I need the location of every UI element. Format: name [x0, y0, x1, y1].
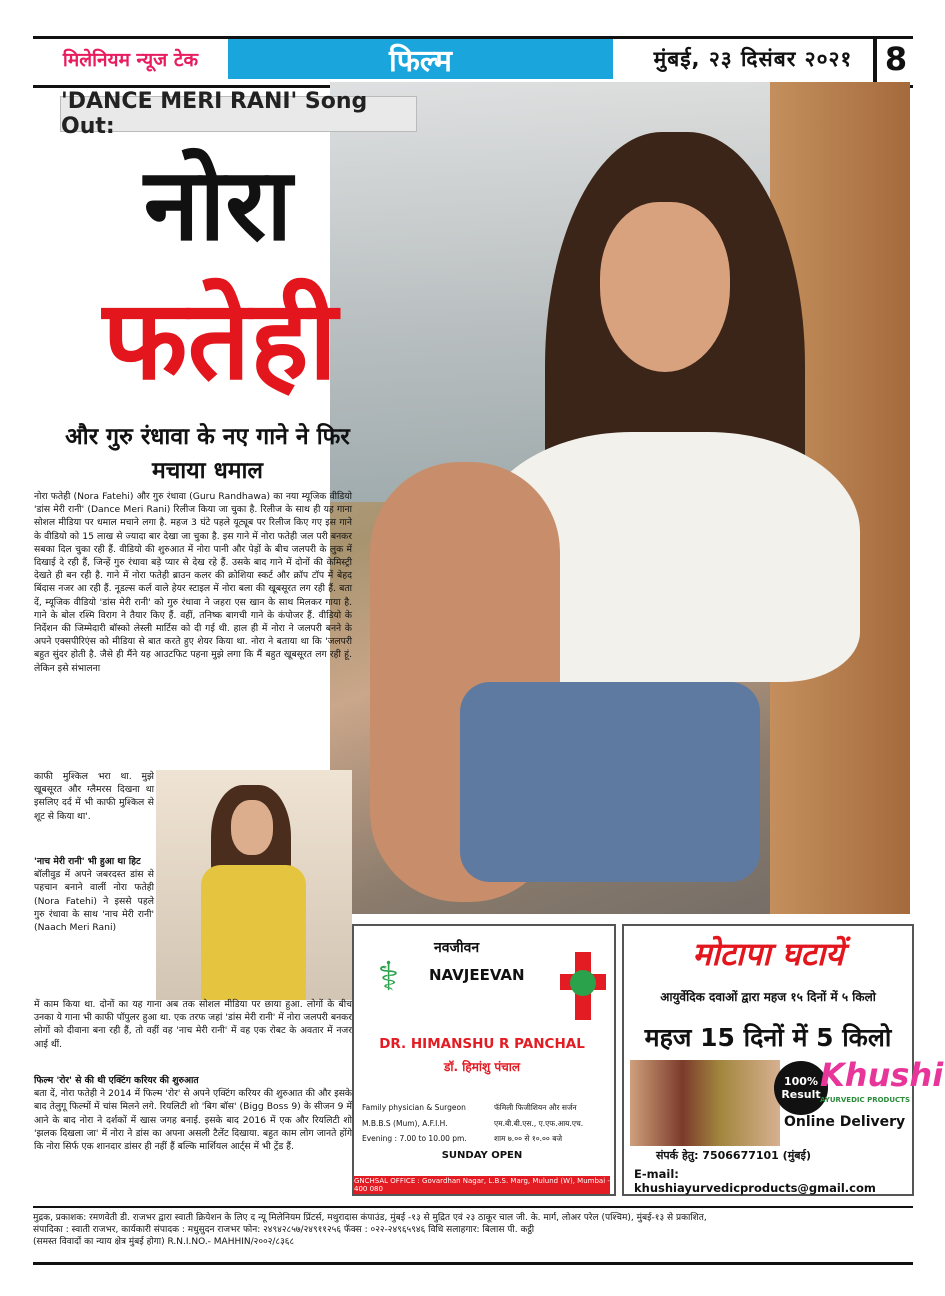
article-paragraph: बता दें, नोरा फतेही ने 2014 में फिल्म 'रोर' से अपने एक्टिंग करियर की शुरुआत की और इसके बाद तेलुगू फिल्मों में चांस मिलने लगे. रियलिटी शो 'बिग बॉस' (Bigg Boss 9) के सीजन 9 में आने के बाद नोरा ने दर्शकों में खास जगह बनाई. इसके बाद 2016 में एक और रियलिटी शो 'झलक दिखला जा' में नोरा ने डांस का अपना असली टैलेंट दिखाया. बहुत काम लोग जानते होंगे कि नोरा सिर्फ एक शानदार डांसर ही नहीं हैं बल्कि मार्शियल आर्ट्स में भी ट्रेंड हैं. [34, 1088, 352, 1153]
clinic-detail: शाम ७.०० से १०.०० बजे [494, 1134, 563, 1143]
section-title: फिल्म [228, 39, 613, 79]
clinic-detail: Evening : 7.00 to 10.00 pm. [362, 1134, 467, 1143]
ad-line: आयुर्वेदिक दवाओं द्वारा महज १५ दिनों में ५ किलो [660, 990, 876, 1004]
masthead [33, 36, 913, 88]
clinic-detail: Family physician & Surgeon [362, 1103, 466, 1112]
main-photo [330, 82, 910, 914]
clinic-sunday: SUNDAY OPEN [441, 1150, 523, 1161]
clinic-advertisement [352, 924, 616, 1196]
caduceus-icon: ⚕ [377, 954, 400, 1000]
article-paragraph: काफी मुश्किल भरा था. मुझे खूबसूरत और ग्लैमरस दिखना था इसलिए दर्द में भी काफी मुश्किल से शूट से किया था'. [34, 771, 154, 822]
article-paragraph: नोरा फतेही (Nora Fatehi) और गुरु रंधावा (Guru Randhawa) का नया म्यूजिक वीडियो 'डांस मेरी रानी' (Dance Meri Rani) रिलीज किया जा चुका है. रिलीज के साथ ही यह गाना सोशल मीडिया पर धमाल मचाने लगा है. महज 3 घंटे पहले यूट्यूब पर रिलीज किए गए इस गाने के वीडियो को 15 लाख से ज्यादा बार देखा जा चुका है. इस गाने में नोरा फतेही जल परी बनकर सबका दिल चुका रही हैं. वीडियो की शुरुआत में नोरा पानी और पेड़ों के बीच जलपरी के लुक में दिखाई दे रही हैं, जिन्हें गुरु रंधावा बड़े प्यार से देख रहे हैं. उसके बाद गाने में दोनों की केमिस्ट्री देखते ही बन रही है. गाने में नोरा फतेही ब्राउन कलर की क्रोशिया स्कर्ट और क्रॉप टॉप में बेहद बिंदास नजर आ रही हैं. नूडल्स कर्ल वाले हेयर स्टाइल में नोरा बला की खूबसूरत लग रही हैं. बता दें, म्यूजिक वीडियो 'डांस मेरी रानी' को गुरु रंधावा ने जहरा एस खान के साथ मिलकर गाया है. गाने के बोल रश्मि विराग ने तैयार किए हैं. वहीं, तनिष्क बागची गाने के कंपोजर हैं. वीडियो के निर्देशन की जिम्मेदारी बॉस्को लेस्ली मार्टिस को दी गई थी. हाल ही में नोरा ने जलपरी बनने के अपने एक्सपीरिएंस को मीडिया से बात करते हुए शेयर किया था. नोरा ने बताया था कि 'जलपरी बहुत सुंदर होती है. जैसे ही मैंने यह आउटफिट पहना मुझे लगा कि मैं बहुत खूबसूरत लग रही हूं. लेकिन इसे संभालना [34, 491, 352, 674]
ad-headline: मोटापा घटायें [692, 935, 844, 973]
article-paragraph: में काम किया था. दोनों का यह गाना अब तक सोशल मीडिया पर छाया हुआ. लोगों के बीच उनका ये गाना भी काफी पॉपुलर हुआ था. एक तरफ जहां 'डांस मेरी रानी' में नोरा जलपरी बनकर लोगों को दीवाना बना रही हैं, तो वहीं वह 'नाच मेरी रानी' में वह एक रोबट के अवतार में नजर आई थीं. [34, 999, 352, 1050]
imprint-line: (समस्त विवादों का न्याय क्षेत्र मुंबई होगा) R.N.I.NO.- MAHHIN/२००२/८३६८ [33, 1237, 295, 1247]
clinic-detail: एम.बी.बी.एस., ए.एफ.आय.एच. [494, 1119, 584, 1128]
medical-cross-icon [560, 952, 606, 1020]
online-delivery: Online Delivery [784, 1114, 906, 1130]
headline-tag: 'DANCE MERI RANI' Song Out: [60, 96, 417, 132]
brand-subtitle: AYURVEDIC PRODUCTS [820, 1096, 910, 1104]
badge-label: Result [781, 1088, 821, 1101]
article-paragraph: बॉलीवुड में अपने जबरदस्त डांस से पहचान बनाने वालीं नोरा फतेही (Nora Fatehi) ने इससे पहले गुरु रंधावा के साथ 'नाच मेरी रानी' (Naach Meri Rani) [34, 869, 154, 934]
ad-email: E-mail: khushiayurvedicproducts@gmail.com [634, 1167, 876, 1195]
clinic-detail: फॅमिली फिजीशियन और सर्जन [494, 1103, 577, 1112]
ad-phone: संपर्क हेतु: 7506677101 (मुंबई) [656, 1149, 811, 1162]
clinic-address: GNCHSAL OFFICE : Govardhan Nagar, L.B.S. Marg, Mulund (W), Mumbai - 400 080 [354, 1177, 610, 1193]
headline-line2: फतेही [102, 276, 338, 404]
badge-percent: 100% [784, 1075, 818, 1088]
doctor-name-hindi: डॉ. हिमांशु पंचाल [443, 1060, 521, 1074]
clinic-name-hindi: नवजीवन [434, 940, 480, 956]
imprint [33, 1206, 913, 1248]
issue-date: मुंबई, २३ दिसंबर २०२१ [653, 47, 853, 71]
section-subhead: फिल्म 'रोर' से की थी एक्टिंग करियर की शुरुआत [34, 1075, 199, 1086]
clinic-detail: M.B.B.S (Mum), A.F.I.H. [362, 1119, 448, 1128]
subheadline: और गुरु रंधावा के नए गाने ने फिर मचाया धमाल [65, 424, 350, 484]
article-section [34, 1074, 352, 1153]
brand-logo: Khushi [820, 1056, 944, 1094]
bottom-rule [33, 1262, 913, 1265]
doctor-name: DR. HIMANSHU R PANCHAL [379, 1036, 585, 1052]
headline-line1: नोरा [143, 146, 293, 263]
inset-photo [156, 770, 352, 1000]
article-section [34, 855, 154, 934]
imprint-line: संपादिका : स्वाती राजभर, कार्यकारी संपादक : मधुसुदन राजभर फोन: २४९४२८५७/२४९११२५६ फॅक्स : ०२२-२४९६५९४६ विधि सलाहगार: बिलास पी. कट्ठी [33, 1225, 535, 1235]
paper-name: मिलेनियम न्यूज टेक [62, 49, 199, 71]
page-number: 8 [873, 36, 915, 82]
khushi-advertisement [622, 924, 944, 1196]
imprint-line: मुद्रक, प्रकाशक: रमणवेती डी. राजभर द्वारा स्वाती क्रियेशन के लिए द न्यू मिलेनियम प्रिंटर्स, मथुरादास कंपाउंड, मुंबई -१३ से मुद्रित एवं २३ ठाकूर चाल जी. के. मार्ग, लोअर परेल (पश्चिम), मुंबई-१३ से प्रकाशित, [33, 1213, 707, 1223]
ad-product-image [630, 1060, 780, 1146]
clinic-name: NAVJEEVAN [429, 966, 525, 984]
section-subhead: 'नाच मेरी रानी' भी हुआ था हिट [34, 856, 141, 867]
ad-line-large: महज 15 दिनों में 5 किलो [644, 1023, 892, 1052]
